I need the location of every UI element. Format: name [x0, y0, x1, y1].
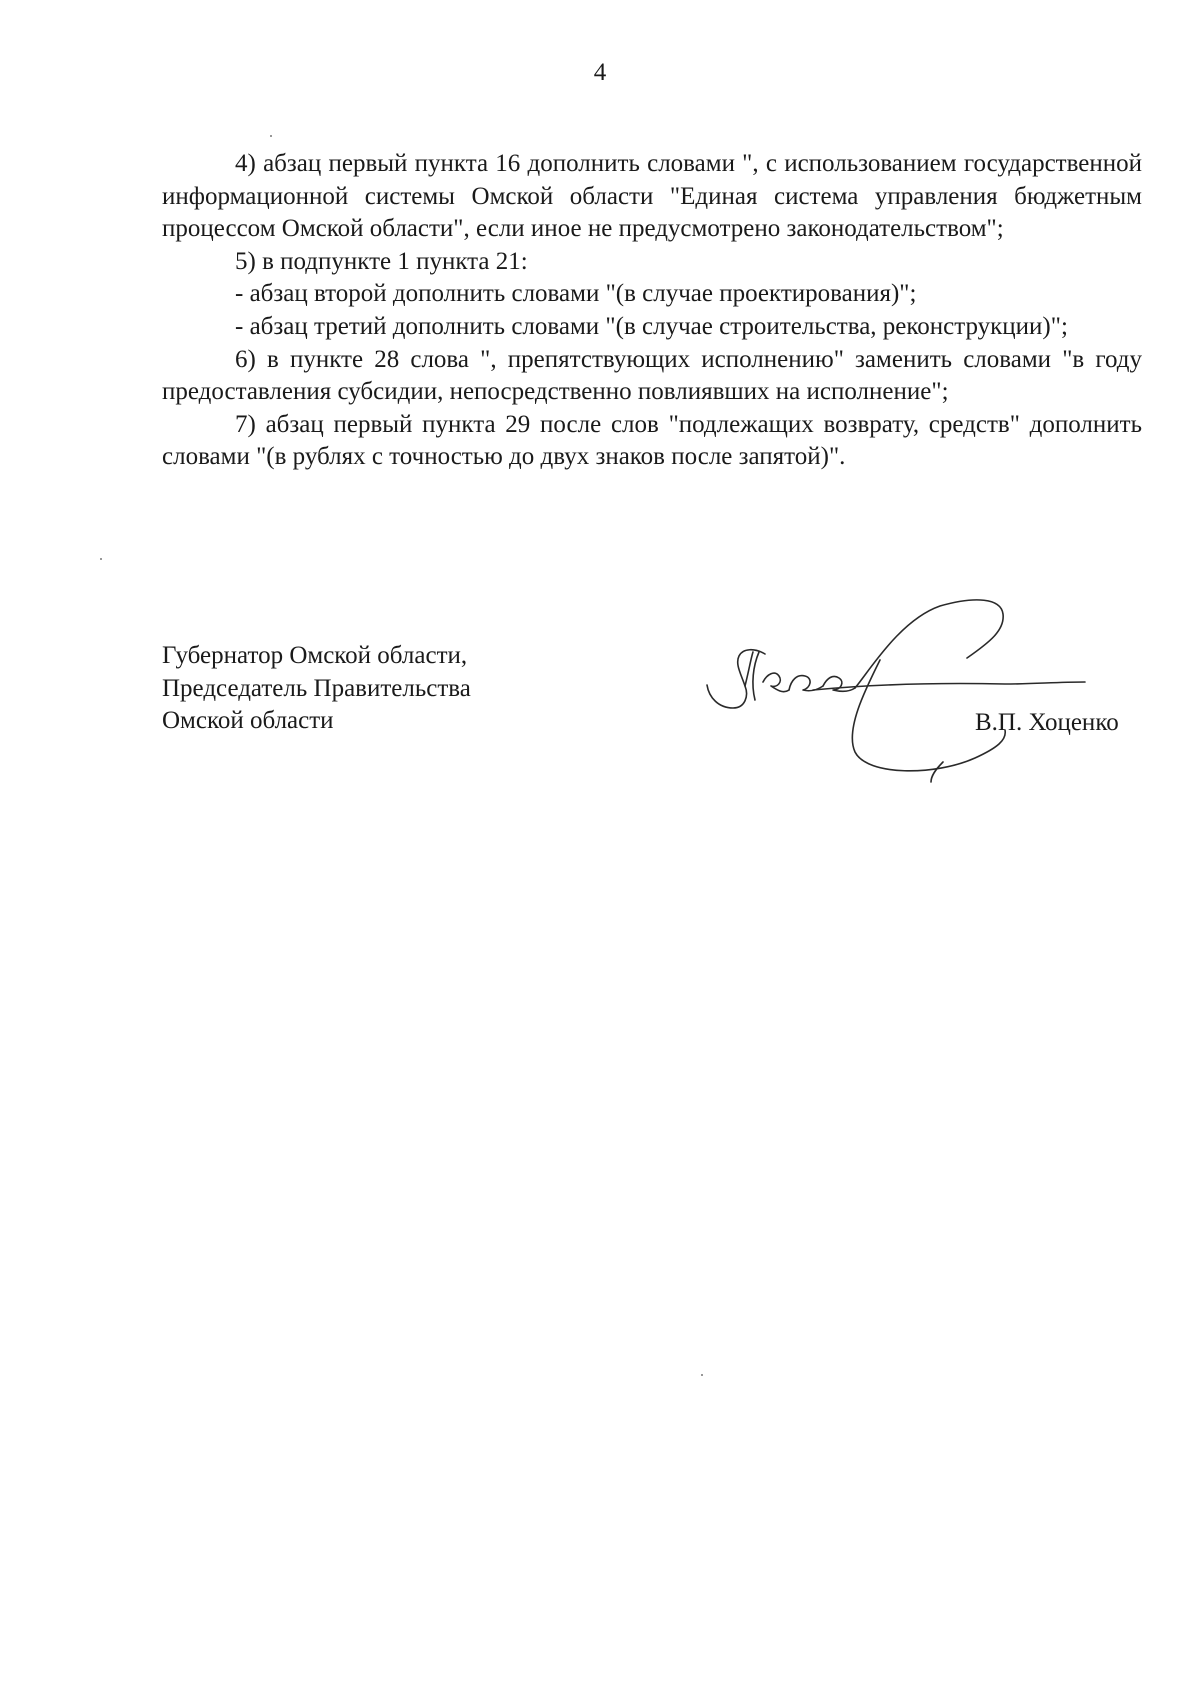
- paragraph-subitem-third: - абзац третий дополнить словами "(в случае строительства, реконструкции)";: [235, 312, 1068, 340]
- scan-speck: [270, 135, 272, 137]
- scan-speck: [100, 558, 102, 560]
- signatory-position: [162, 640, 471, 738]
- position-line: Омской области: [162, 707, 334, 735]
- document-body: [162, 148, 1142, 474]
- position-line: Губернатор Омской области,: [162, 642, 468, 669]
- handwritten-signature: [705, 590, 1105, 805]
- signatory-name: В.П. Хоценко: [975, 709, 1119, 736]
- page-number: 4: [593, 59, 607, 86]
- paragraph-item-6: 6) в пункте 28 слова ", препятствующих исполнению" заменить словами "в году предоставления субсидии, непосредственно повлиявших на исполнение";: [162, 345, 1142, 406]
- paragraph-item-4: 4) абзац первый пункта 16 дополнить словами ", с использованием государственной информационной системы Омской области "Единая система управления бюджетным процессом Омской области", если иное не предусмотрено законодательством";: [162, 150, 1142, 243]
- paragraph-subitem-second: - абзац второй дополнить словами "(в случае проектирования)";: [235, 280, 917, 308]
- position-line: Председатель Правительства: [162, 674, 471, 702]
- paragraph-item-5: 5) в подпункте 1 пункта 21:: [235, 247, 528, 275]
- scan-speck: [701, 1374, 703, 1376]
- paragraph-item-7: 7) абзац первый пункта 29 после слов "подлежащих возврату, средств" дополнить словами "(в рублях с точностью до двух знаков после запятой)".: [162, 410, 1142, 471]
